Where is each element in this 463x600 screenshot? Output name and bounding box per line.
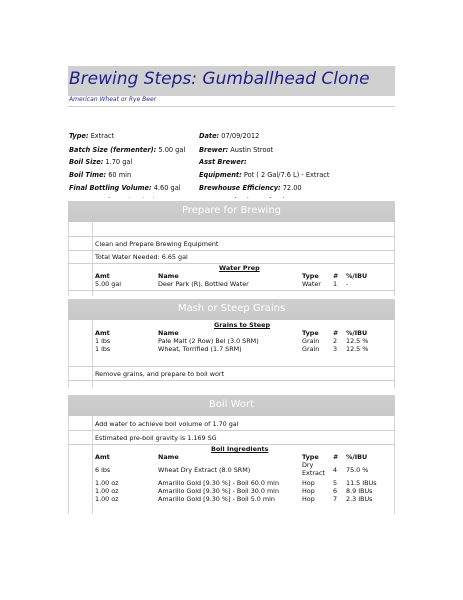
margin-line [394,222,395,296]
margin-line [68,222,69,296]
table-row-amt: 1.00 oz [95,479,119,487]
table-row-type: Grain [302,345,320,353]
table-row-pct: 2.3 IBUs [346,495,373,503]
margin-line [394,320,395,388]
prepare-step-water: Total Water Needed: 6.65 gal [95,253,188,261]
table-row-amt: 5.00 gal [95,280,122,288]
col-pct: %/IBU [346,272,368,280]
table-row-type: Hop [302,495,315,503]
row-divider [68,430,395,431]
col-num: # [333,453,339,461]
table-row-name: Amarillo Gold [9.30 %] - Boil 60.0 min [158,479,280,487]
col-type: Type [302,272,319,280]
final-volume-line: Final Bottling Volume: 4.60 gal [69,184,181,192]
col-pct: %/IBU [346,453,368,461]
table-row-type: Hop [302,479,315,487]
boil-time-line: Boil Time: 60 min [69,171,132,179]
table-row-num: 1 [333,280,338,288]
table-row-type: Hop [302,487,315,495]
margin-line [68,320,69,388]
table-row-amt: 1 lbs [95,337,111,345]
boil-ingredients-title: Boil Ingredients [211,445,269,453]
table-row-name: Wheat, Torrified (1.7 SRM) [158,345,242,353]
col-num: # [333,329,339,337]
table-row-amt: 1 lbs [95,345,111,353]
table-row-type: Grain [302,337,320,345]
col-amt: Amt [95,272,110,280]
col-type: Type [302,329,319,337]
table-row-pct: 12.5 % [346,337,369,345]
table-row-amt: 6 lbs [95,466,111,474]
grains-title: Grains to Steep [214,321,271,329]
col-name: Name [158,329,179,337]
table-row-pct: 75.0 % [346,466,369,474]
title-band [68,66,395,96]
col-num: # [333,272,339,280]
table-row-type-cont: Extract [302,469,325,477]
section-boil-title: Boil Wort [208,399,255,410]
prepare-step-clean: Clean and Prepare Brewing Equipment [95,240,219,248]
col-amt: Amt [95,453,110,461]
date-line: Date: 07/09/2012 [199,132,260,140]
table-row-name: Deer Park (R), Bottled Water [158,280,249,288]
table-row-num: 2 [333,337,338,345]
table-row-name: Wheat Dry Extract (8.0 SRM) [158,466,251,474]
col-pct: %/IBU [346,329,368,337]
row-divider [68,366,395,367]
col-name: Name [158,272,179,280]
col-type: Type [302,453,319,461]
table-row-pct: 8.9 IBUs [346,487,373,495]
type-line: Type: Extract [69,132,115,140]
divider [68,106,395,107]
table-row-num: 4 [333,466,338,474]
table-row-type: Water [302,280,321,288]
col-name: Name [158,453,179,461]
section-prepare-header [68,198,395,222]
table-row-pct: 12.5 % [346,345,369,353]
boil-step-water: Add water to achieve boil volume of 1.70 gal [95,420,239,428]
batch-size-line: Batch Size (fermenter): 5.00 gal [69,146,186,154]
table-row-pct: 11.5 IBUs [346,479,377,487]
col-amt: Amt [95,329,110,337]
table-row-amt: 1.00 oz [95,495,119,503]
boil-step-gravity: Estimated pre-boil gravity is 1.169 SG [95,434,217,442]
table-row-num: 6 [333,487,338,495]
brewer-line: Brewer: Austin Stroot [199,146,274,154]
table-row-num: 5 [333,479,338,487]
table-row-pct: - [346,280,349,288]
efficiency-line: Brewhouse Efficiency: 72.00 [199,184,302,192]
row-divider [68,236,395,237]
boil-size-line: Boil Size: 1.70 gal [69,158,133,166]
margin-line [92,222,93,296]
water-prep-title: Water Prep [219,264,260,272]
page-title: Brewing Steps: Gumballhead Clone [69,69,370,89]
table-row-name: Pale Malt (2 Row) Bel (3.0 SRM) [158,337,259,345]
margin-line [92,320,93,388]
table-row-name: Amarillo Gold [9.30 %] - Boil 30.0 min [158,487,280,495]
beer-style: American Wheat or Rye Beer [69,96,157,103]
row-divider [68,250,395,251]
section-mash-header [68,296,395,320]
table-row-amt: 1.00 oz [95,487,119,495]
table-row-type: Dry [302,461,314,469]
equipment-line: Equipment: Pot ( 2 Gal/7.6 L) - Extract [199,171,330,179]
table-row-num: 3 [333,345,338,353]
table-row-num: 7 [333,495,338,503]
title-band-wrap [68,66,395,96]
row-divider [68,290,395,291]
table-row-name: Amarillo Gold [9.30 %] - Boil 5.0 min [158,495,275,503]
section-prepare-title: Prepare for Brewing [181,205,282,216]
section-mash-title: Mash or Steep Grains [177,303,286,314]
mash-step-remove: Remove grains, and prepare to boil wort [95,370,225,378]
row-divider [68,380,395,381]
asst-brewer-line: Asst Brewer: [199,158,247,166]
section-boil-header [68,392,395,416]
